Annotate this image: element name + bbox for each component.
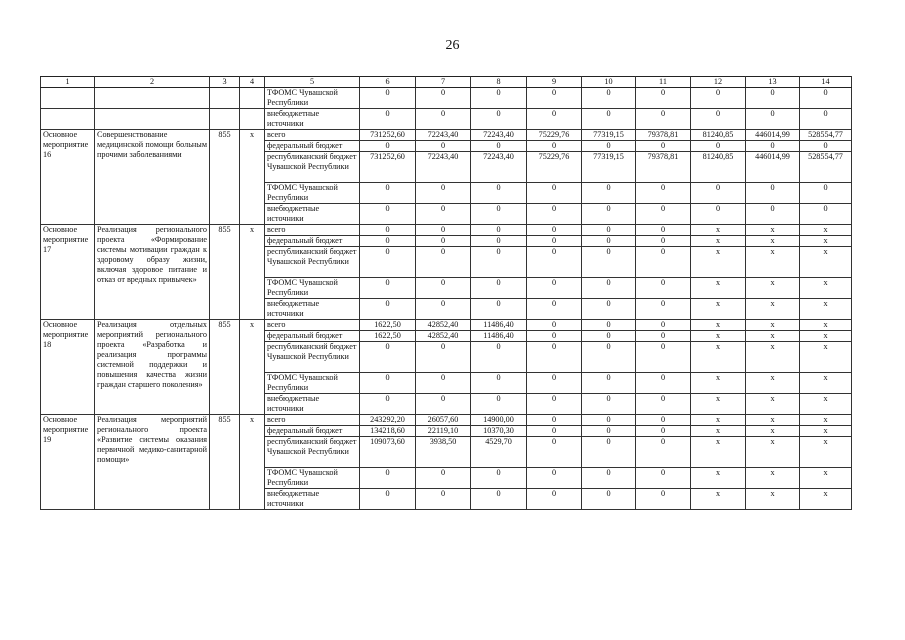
- value-cell: 0: [527, 225, 582, 236]
- value-cell: 0: [416, 88, 471, 109]
- value-cell: 0: [471, 141, 527, 152]
- value-cell: x: [800, 342, 852, 373]
- column-number-header: 9: [527, 77, 582, 88]
- value-cell: 79378,81: [636, 152, 691, 183]
- value-cell: 0: [471, 394, 527, 415]
- funding-source-cell: всего: [265, 320, 360, 331]
- value-cell: 0: [360, 278, 416, 299]
- value-cell: 0: [636, 141, 691, 152]
- value-cell: 42852,40: [416, 331, 471, 342]
- value-cell: 0: [691, 204, 746, 225]
- budget-code-cell: 855: [210, 320, 240, 415]
- value-cell: 0: [636, 373, 691, 394]
- value-cell: 0: [800, 141, 852, 152]
- value-cell: x: [746, 426, 800, 437]
- value-cell: 0: [360, 247, 416, 278]
- value-cell: 109073,60: [360, 437, 416, 468]
- value-cell: x: [746, 489, 800, 510]
- value-cell: 0: [360, 468, 416, 489]
- value-cell: 75229,76: [527, 130, 582, 141]
- funding-source-cell: всего: [265, 415, 360, 426]
- measure-name-cell: Основное мероприятие 17: [41, 225, 95, 320]
- value-cell: x: [800, 247, 852, 278]
- value-cell: x: [800, 426, 852, 437]
- value-cell: 0: [582, 225, 636, 236]
- value-cell: 0: [582, 415, 636, 426]
- value-cell: 11486,40: [471, 331, 527, 342]
- value-cell: x: [746, 247, 800, 278]
- value-cell: 77319,15: [582, 152, 636, 183]
- table-row: [41, 130, 852, 141]
- value-cell: 3938,50: [416, 437, 471, 468]
- value-cell: x: [800, 415, 852, 426]
- value-cell: x: [691, 278, 746, 299]
- measure-name-cell: Основное мероприятие 19: [41, 415, 95, 510]
- value-cell: 0: [636, 183, 691, 204]
- value-cell: 0: [416, 236, 471, 247]
- marker-cell: x: [240, 415, 265, 510]
- value-cell: 0: [527, 109, 582, 130]
- value-cell: 42852,40: [416, 320, 471, 331]
- budget-code-cell: 855: [210, 415, 240, 510]
- value-cell: 0: [636, 468, 691, 489]
- value-cell: 0: [636, 437, 691, 468]
- value-cell: x: [691, 299, 746, 320]
- value-cell: x: [746, 320, 800, 331]
- funding-source-cell: всего: [265, 130, 360, 141]
- value-cell: 0: [527, 489, 582, 510]
- value-cell: 0: [636, 88, 691, 109]
- value-cell: 0: [527, 88, 582, 109]
- value-cell: 0: [360, 204, 416, 225]
- value-cell: 0: [582, 489, 636, 510]
- value-cell: 0: [582, 141, 636, 152]
- value-cell: 0: [416, 225, 471, 236]
- value-cell: 4529,70: [471, 437, 527, 468]
- value-cell: x: [800, 236, 852, 247]
- value-cell: 0: [636, 415, 691, 426]
- value-cell: 0: [360, 88, 416, 109]
- value-cell: 0: [527, 320, 582, 331]
- column-number-header: 4: [240, 77, 265, 88]
- empty-cell: [210, 88, 240, 109]
- value-cell: 0: [527, 373, 582, 394]
- value-cell: 0: [416, 373, 471, 394]
- funding-source-cell: федеральный бюджет: [265, 141, 360, 152]
- column-number-header: 13: [746, 77, 800, 88]
- value-cell: 0: [416, 141, 471, 152]
- value-cell: 731252,60: [360, 130, 416, 141]
- value-cell: 0: [527, 183, 582, 204]
- value-cell: 22119,10: [416, 426, 471, 437]
- value-cell: 0: [416, 394, 471, 415]
- value-cell: 0: [582, 183, 636, 204]
- value-cell: 0: [636, 247, 691, 278]
- column-number-header: 1: [41, 77, 95, 88]
- value-cell: x: [800, 299, 852, 320]
- value-cell: x: [746, 468, 800, 489]
- value-cell: 0: [582, 278, 636, 299]
- funding-source-cell: республиканский бюджет Чувашской Республики: [265, 437, 360, 468]
- value-cell: 79378,81: [636, 130, 691, 141]
- measure-name-cell: Основное мероприятие 16: [41, 130, 95, 225]
- value-cell: 77319,15: [582, 130, 636, 141]
- value-cell: x: [800, 278, 852, 299]
- value-cell: 0: [582, 109, 636, 130]
- funding-source-cell: внебюджетные источники: [265, 299, 360, 320]
- value-cell: 14900,00: [471, 415, 527, 426]
- value-cell: x: [746, 415, 800, 426]
- table-row: [41, 88, 852, 109]
- marker-cell: x: [240, 225, 265, 320]
- value-cell: 0: [416, 183, 471, 204]
- value-cell: 0: [746, 183, 800, 204]
- value-cell: 0: [471, 342, 527, 373]
- value-cell: 243292,20: [360, 415, 416, 426]
- table-row: [41, 109, 852, 130]
- funding-source-cell: республиканский бюджет Чувашской Республики: [265, 247, 360, 278]
- value-cell: 0: [582, 299, 636, 320]
- budget-code-cell: 855: [210, 130, 240, 225]
- value-cell: x: [691, 320, 746, 331]
- page-number: 26: [445, 38, 460, 53]
- value-cell: 0: [416, 278, 471, 299]
- value-cell: x: [691, 489, 746, 510]
- funding-source-cell: федеральный бюджет: [265, 236, 360, 247]
- value-cell: x: [691, 342, 746, 373]
- table-row: [41, 320, 852, 331]
- value-cell: 0: [636, 225, 691, 236]
- value-cell: 528554,77: [800, 130, 852, 141]
- value-cell: 0: [636, 394, 691, 415]
- value-cell: x: [746, 437, 800, 468]
- value-cell: 0: [582, 88, 636, 109]
- value-cell: 0: [527, 247, 582, 278]
- funding-source-cell: внебюджетные источники: [265, 489, 360, 510]
- value-cell: 0: [691, 183, 746, 204]
- funding-source-cell: внебюджетные источники: [265, 109, 360, 130]
- empty-cell: [240, 109, 265, 130]
- value-cell: 0: [636, 278, 691, 299]
- value-cell: 0: [527, 141, 582, 152]
- measure-description-cell: Реализация отдельных мероприятий регионального проекта «Разработка и реализация программы системной поддержки и повышения качества жизни граждан старшего поколения»: [95, 320, 210, 415]
- value-cell: 81240,85: [691, 130, 746, 141]
- value-cell: 0: [636, 320, 691, 331]
- value-cell: x: [746, 236, 800, 247]
- empty-cell: [95, 109, 210, 130]
- value-cell: x: [691, 331, 746, 342]
- value-cell: 0: [582, 236, 636, 247]
- value-cell: 0: [360, 394, 416, 415]
- column-number-header: 6: [360, 77, 416, 88]
- budget-table: [40, 76, 852, 510]
- value-cell: 0: [527, 278, 582, 299]
- value-cell: 0: [416, 109, 471, 130]
- value-cell: 0: [360, 236, 416, 247]
- value-cell: 0: [360, 109, 416, 130]
- value-cell: 0: [800, 88, 852, 109]
- value-cell: x: [800, 468, 852, 489]
- value-cell: 0: [471, 183, 527, 204]
- value-cell: 0: [582, 394, 636, 415]
- value-cell: 0: [471, 489, 527, 510]
- table-body: [41, 77, 852, 510]
- value-cell: x: [691, 247, 746, 278]
- marker-cell: x: [240, 130, 265, 225]
- value-cell: 75229,76: [527, 152, 582, 183]
- value-cell: 0: [527, 394, 582, 415]
- value-cell: 72243,40: [416, 130, 471, 141]
- value-cell: 10370,30: [471, 426, 527, 437]
- value-cell: 0: [582, 468, 636, 489]
- value-cell: 446014,99: [746, 152, 800, 183]
- value-cell: 0: [416, 299, 471, 320]
- value-cell: 0: [471, 468, 527, 489]
- value-cell: 0: [527, 426, 582, 437]
- value-cell: 0: [582, 247, 636, 278]
- column-number-header: 8: [471, 77, 527, 88]
- column-number-header: 5: [265, 77, 360, 88]
- value-cell: 0: [746, 109, 800, 130]
- value-cell: 0: [416, 468, 471, 489]
- empty-cell: [240, 88, 265, 109]
- value-cell: 0: [360, 342, 416, 373]
- empty-cell: [210, 109, 240, 130]
- empty-cell: [95, 88, 210, 109]
- value-cell: 446014,99: [746, 130, 800, 141]
- value-cell: x: [746, 373, 800, 394]
- value-cell: 0: [471, 109, 527, 130]
- value-cell: 0: [636, 299, 691, 320]
- value-cell: 0: [471, 278, 527, 299]
- value-cell: 0: [416, 342, 471, 373]
- value-cell: x: [691, 236, 746, 247]
- column-number-header: 12: [691, 77, 746, 88]
- value-cell: x: [746, 331, 800, 342]
- value-cell: 0: [360, 489, 416, 510]
- empty-cell: [41, 88, 95, 109]
- value-cell: x: [746, 394, 800, 415]
- value-cell: 0: [582, 331, 636, 342]
- measure-description-cell: Совершенствование медицинской помощи больным прочими заболеваниями: [95, 130, 210, 225]
- value-cell: 72243,40: [471, 130, 527, 141]
- value-cell: 0: [636, 426, 691, 437]
- funding-source-cell: внебюджетные источники: [265, 394, 360, 415]
- value-cell: x: [746, 225, 800, 236]
- table-row: [41, 225, 852, 236]
- value-cell: x: [746, 342, 800, 373]
- funding-source-cell: ТФОМС Чувашской Республики: [265, 373, 360, 394]
- funding-source-cell: федеральный бюджет: [265, 331, 360, 342]
- table-row: [41, 415, 852, 426]
- funding-source-cell: ТФОМС Чувашской Республики: [265, 88, 360, 109]
- value-cell: 0: [360, 225, 416, 236]
- value-cell: 0: [691, 109, 746, 130]
- value-cell: 0: [416, 247, 471, 278]
- value-cell: 0: [471, 88, 527, 109]
- value-cell: 0: [582, 373, 636, 394]
- value-cell: 0: [360, 299, 416, 320]
- value-cell: x: [691, 437, 746, 468]
- value-cell: x: [746, 299, 800, 320]
- value-cell: 0: [636, 331, 691, 342]
- value-cell: 1622,50: [360, 320, 416, 331]
- funding-source-cell: ТФОМС Чувашской Республики: [265, 468, 360, 489]
- funding-source-cell: федеральный бюджет: [265, 426, 360, 437]
- value-cell: 81240,85: [691, 152, 746, 183]
- value-cell: 0: [691, 141, 746, 152]
- value-cell: 0: [636, 109, 691, 130]
- value-cell: 0: [800, 183, 852, 204]
- value-cell: x: [800, 394, 852, 415]
- header-row: [41, 77, 852, 88]
- column-number-header: 7: [416, 77, 471, 88]
- value-cell: 0: [636, 204, 691, 225]
- empty-cell: [41, 109, 95, 130]
- value-cell: 0: [582, 437, 636, 468]
- value-cell: 0: [471, 299, 527, 320]
- value-cell: 0: [691, 88, 746, 109]
- funding-source-cell: внебюджетные источники: [265, 204, 360, 225]
- value-cell: x: [691, 415, 746, 426]
- value-cell: 0: [582, 342, 636, 373]
- value-cell: 0: [527, 236, 582, 247]
- funding-source-cell: всего: [265, 225, 360, 236]
- value-cell: 0: [800, 109, 852, 130]
- column-number-header: 11: [636, 77, 691, 88]
- value-cell: 0: [471, 236, 527, 247]
- value-cell: 0: [471, 204, 527, 225]
- budget-code-cell: 855: [210, 225, 240, 320]
- value-cell: 0: [527, 299, 582, 320]
- value-cell: 0: [360, 183, 416, 204]
- value-cell: 0: [527, 437, 582, 468]
- value-cell: x: [800, 320, 852, 331]
- value-cell: 0: [527, 331, 582, 342]
- value-cell: 0: [582, 320, 636, 331]
- column-number-header: 2: [95, 77, 210, 88]
- funding-source-cell: республиканский бюджет Чувашской Республики: [265, 342, 360, 373]
- value-cell: x: [800, 331, 852, 342]
- value-cell: x: [800, 373, 852, 394]
- value-cell: 0: [471, 247, 527, 278]
- value-cell: 0: [582, 426, 636, 437]
- value-cell: 0: [800, 204, 852, 225]
- value-cell: x: [691, 426, 746, 437]
- column-number-header: 10: [582, 77, 636, 88]
- marker-cell: x: [240, 320, 265, 415]
- value-cell: 0: [416, 489, 471, 510]
- value-cell: 0: [636, 236, 691, 247]
- value-cell: 0: [746, 141, 800, 152]
- value-cell: 0: [746, 204, 800, 225]
- value-cell: x: [800, 225, 852, 236]
- measure-description-cell: Реализация мероприятий регионального проекта «Развитие системы оказания первичной медико-санитарной помощи»: [95, 415, 210, 510]
- value-cell: x: [800, 489, 852, 510]
- value-cell: 0: [527, 342, 582, 373]
- value-cell: 0: [360, 141, 416, 152]
- value-cell: 72243,40: [416, 152, 471, 183]
- value-cell: x: [691, 468, 746, 489]
- value-cell: 0: [636, 342, 691, 373]
- value-cell: x: [746, 278, 800, 299]
- value-cell: 72243,40: [471, 152, 527, 183]
- value-cell: 0: [527, 468, 582, 489]
- value-cell: 134218,60: [360, 426, 416, 437]
- funding-source-cell: республиканский бюджет Чувашской Республики: [265, 152, 360, 183]
- funding-source-cell: ТФОМС Чувашской Республики: [265, 278, 360, 299]
- value-cell: 0: [416, 204, 471, 225]
- value-cell: 0: [360, 373, 416, 394]
- value-cell: 11486,40: [471, 320, 527, 331]
- value-cell: 26057,60: [416, 415, 471, 426]
- value-cell: 731252,60: [360, 152, 416, 183]
- value-cell: 0: [636, 489, 691, 510]
- value-cell: x: [691, 394, 746, 415]
- value-cell: 0: [746, 88, 800, 109]
- value-cell: x: [691, 373, 746, 394]
- measure-description-cell: Реализация регионального проекта «Формирование системы мотивации граждан к здоровому образу жизни, включая здоровое питание и отказ от вредных привычек»: [95, 225, 210, 320]
- column-number-header: 14: [800, 77, 852, 88]
- value-cell: x: [800, 437, 852, 468]
- value-cell: 0: [527, 204, 582, 225]
- column-number-header: 3: [210, 77, 240, 88]
- funding-source-cell: ТФОМС Чувашской Республики: [265, 183, 360, 204]
- value-cell: 0: [527, 415, 582, 426]
- value-cell: 0: [471, 225, 527, 236]
- value-cell: 0: [582, 204, 636, 225]
- value-cell: 528554,77: [800, 152, 852, 183]
- value-cell: 0: [471, 373, 527, 394]
- value-cell: 1622,50: [360, 331, 416, 342]
- measure-name-cell: Основное мероприятие 18: [41, 320, 95, 415]
- value-cell: x: [691, 225, 746, 236]
